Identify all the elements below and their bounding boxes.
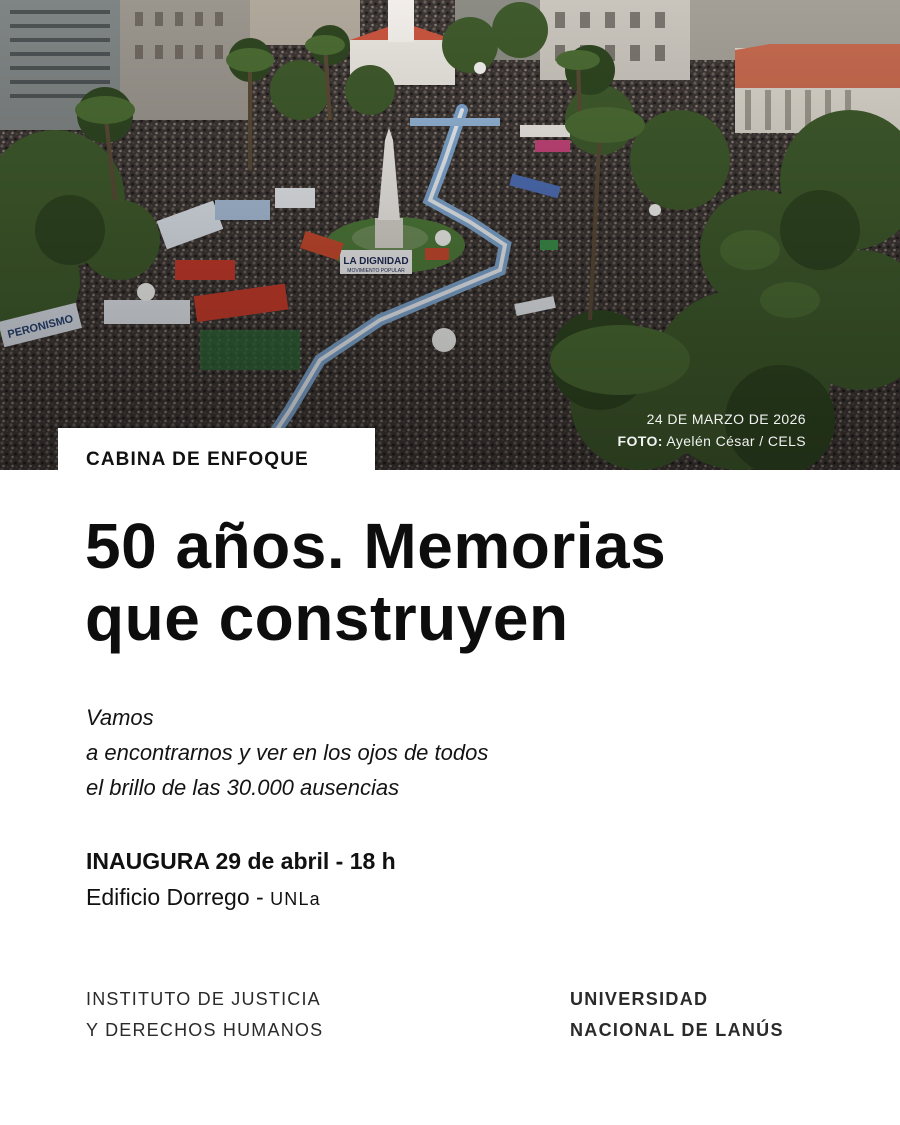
photo-date: 24 DE MARZO DE 2026 — [646, 411, 806, 427]
event-venue — [86, 878, 786, 918]
institute-name — [86, 984, 323, 1046]
institute-line-1: INSTITUTO DE JUSTICIA — [86, 989, 321, 1009]
plaza-illustration — [0, 0, 900, 470]
photo-credit — [618, 430, 806, 452]
university-line-1: UNIVERSIDAD — [570, 989, 709, 1009]
quote-text — [86, 700, 786, 805]
university-name — [570, 984, 784, 1046]
event-venue-abbr: UNLa — [270, 889, 321, 909]
page-title — [85, 510, 865, 654]
event-info — [86, 844, 786, 918]
crowd-photo — [0, 0, 900, 470]
quote-line-1: Vamos — [86, 705, 154, 730]
section-tab-label: CABINA DE ENFOQUE — [58, 428, 375, 470]
title-line-1: 50 años. Memorias — [85, 510, 667, 582]
photo-credit-name: Ayelén César / CELS — [666, 433, 806, 449]
event-venue-name: Edificio Dorrego - — [86, 884, 264, 910]
quote-line-3: el brillo de las 30.000 ausencias — [86, 775, 400, 800]
institute-line-2: Y DERECHOS HUMANOS — [86, 1020, 324, 1040]
quote-line-2: a encontrarnos y ver en los ojos de todos — [86, 740, 489, 765]
photo-credit-label: FOTO: — [617, 433, 663, 449]
event-date-time: INAUGURA 29 de abril - 18 h — [86, 848, 396, 874]
university-line-2: NACIONAL DE LANÚS — [570, 1020, 784, 1040]
title-line-2: que construyen — [85, 582, 569, 654]
photo-caption — [618, 408, 806, 452]
